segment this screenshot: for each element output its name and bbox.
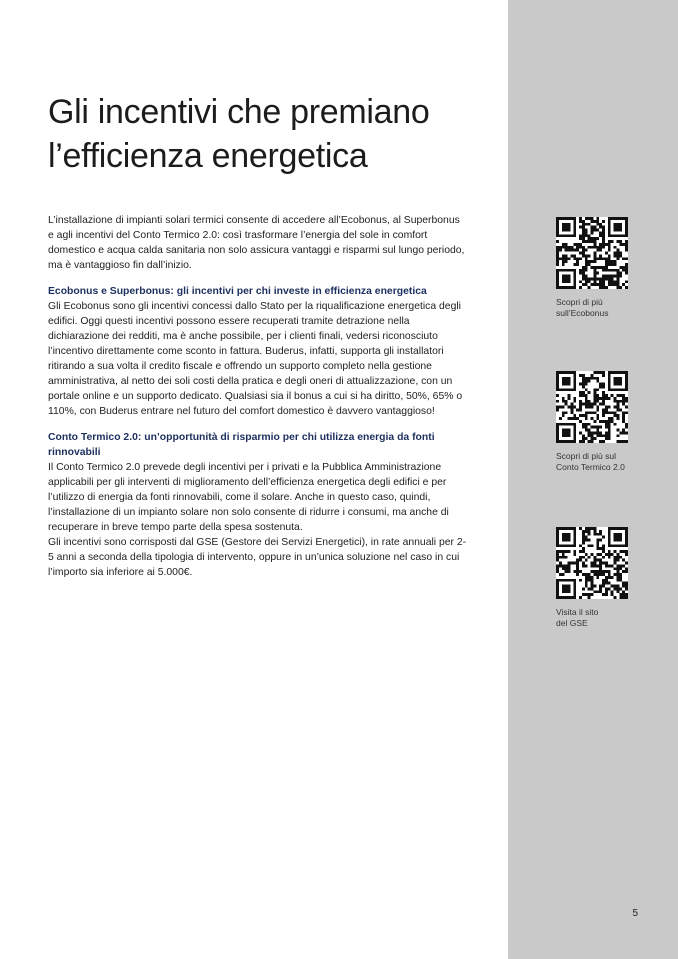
qr-block-conto-termico[interactable]	[556, 371, 646, 473]
sidebar-panel	[508, 0, 678, 959]
qr-caption-line: del GSE	[556, 618, 588, 628]
section-paragraph-conto-termico-2: Gli incentivi sono corrisposti dal GSE (Gestore dei Servizi Energetici), in rate annuali per 2-5 anni a seconda della tipologia di intervento, oppure in un’unica soluzione nel caso in cui l’importo sia inferiore ai 5.000€.	[48, 537, 467, 578]
qr-caption	[556, 607, 646, 629]
qr-code-icon[interactable]	[556, 217, 628, 289]
section-paragraph-conto-termico-1: Il Conto Termico 2.0 prevede degli incentivi per i privati e la Pubblica Amministrazione applicabili per gli interventi di miglioramento dell’efficienza energetica degli edifici e per l’utilizzo di energia da fonti rinnovabili, come il solare. Anche in questo caso, quindi, l’installazione di un impianto solare non solo consente di ridurre i consumi, ma anche di recuperare in breve tempo parte della spesa sostenuta.	[48, 462, 449, 533]
section-heading-conto-termico: Conto Termico 2.0: un’opportunità di risparmio per chi utilizza energia da fonti rinnovabili	[48, 432, 435, 458]
page-title: Gli incentivi che premiano l’efficienza energetica	[48, 93, 430, 175]
intro-paragraph: L’installazione di impianti solari termici consente di accedere all’Ecobonus, al Superbonus e agli incentivi del Conto Termico 2.0: così trasformare l’energia del sole in comfort domestico e acqua calda sanitaria non solo assicura vantaggi e risparmi sul lungo periodo, ma è vantaggioso fin dall’inizio.	[48, 215, 465, 271]
body-text	[48, 213, 468, 580]
section-paragraph-ecobonus: Gli Ecobonus sono gli incentivi concessi dallo Stato per la riqualificazione energetica degli edifici. Oggi questi incentivi possono essere recuperati tramite detrazione nella dichiarazione dei redditi, ma è anche possibile, per i clienti finali, vedersi riconosciuto l’incentivo direttamente come sconto in fattura. Buderus, infatti, supporta gli installatori ritirando a sua volta il credito fiscale e offrendo un supporto completo nella gestione amministrativa, al netto dei soli costi della pratica e degli oneri di attualizzazione, con un portale online e un supporto dedicato. Qualsiasi sia il bonus a cui si ha diritto, 50%, 65% o 110%, con Buderus entrare nel futuro del comfort domestico è davvero vantaggioso!	[48, 301, 463, 417]
qr-block-ecobonus[interactable]	[556, 217, 646, 319]
qr-caption-line: Visita il sito	[556, 607, 599, 617]
page-number: 5	[632, 908, 638, 919]
qr-caption	[556, 297, 646, 319]
qr-caption-line: Scopri di più	[556, 297, 603, 307]
qr-caption-line: sull’Ecobonus	[556, 308, 609, 318]
qr-caption-line: Conto Termico 2.0	[556, 462, 625, 472]
qr-caption	[556, 451, 646, 473]
section-heading-ecobonus: Ecobonus e Superbonus: gli incentivi per chi investe in efficienza energetica	[48, 286, 427, 297]
qr-block-gse[interactable]	[556, 527, 646, 629]
qr-code-icon[interactable]	[556, 371, 628, 443]
qr-code-icon[interactable]	[556, 527, 628, 599]
qr-caption-line: Scopri di più sul	[556, 451, 617, 461]
